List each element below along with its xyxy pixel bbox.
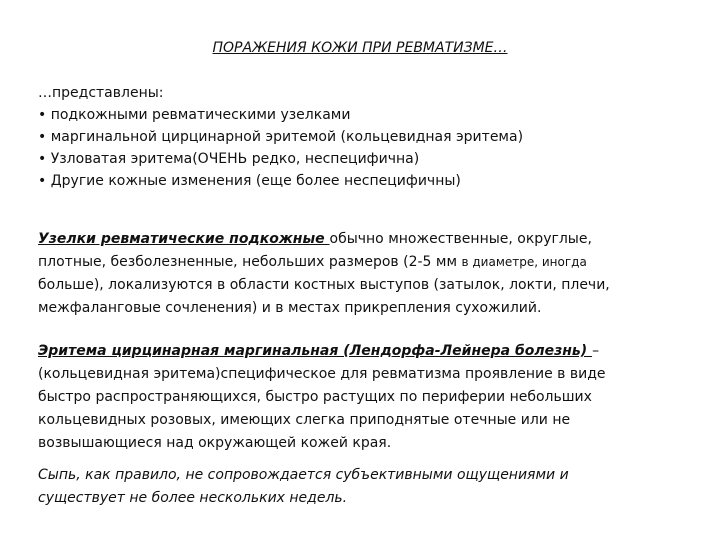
erythema-line: возвышающиеся над окружающей кожей края. [38,435,392,451]
erythema-dash: – [592,343,600,359]
erythema-line [38,340,688,363]
nodules-line [38,228,688,251]
intro-list [38,82,678,192]
erythema-paragraph [38,340,688,455]
nodules-term: Узелки ревматические подкожные [38,231,330,247]
intro-item: • маргинальной цирцинарной эритемой (кольцевидная эритема) [38,129,524,145]
rash-line: существует не более нескольких недель. [38,490,348,506]
intro-item: • Другие кожные изменения (еще более неспецифичны) [38,173,461,189]
nodules-line2-text: плотные, безболезненные, небольших размеров (2-5 мм [38,254,462,270]
nodules-line: больше), локализуются в области костных выступов (затылок, локти, плечи, [38,277,610,293]
intro-lead: …представлены: [38,85,164,101]
intro-item: • Узловатая эритема(ОЧЕНЬ редко, неспецифична) [38,151,420,167]
erythema-line: быстро распространяющихся, быстро растущих по периферии небольших [38,389,592,405]
nodules-line [38,251,688,274]
erythema-term: Эритема цирцинарная маргинальная (Лендорфа-Лейнера болезнь) [38,343,593,359]
erythema-line: (кольцевидная эритема)специфическое для ревматизма проявление в виде [38,366,606,382]
erythema-line: кольцевидных розовых, имеющих слегка приподнятые отечные или не [38,412,571,428]
intro-item: • подкожными ревматическими узелками [38,107,351,123]
nodules-paragraph [38,228,688,320]
rash-line: Сыпь, как правило, не сопровождается субъективными ощущениями и [38,467,569,483]
nodules-line1-text: обычно множественные, округлые, [329,231,592,247]
rash-paragraph [38,464,688,510]
nodules-line2-small: в диаметре, иногда [461,255,587,269]
nodules-line: межфаланговые сочленения) и в местах прикрепления сухожилий. [38,300,542,316]
page-title: ПОРАЖЕНИЯ КОЖИ ПРИ РЕВМАТИЗМЕ… [212,40,508,56]
